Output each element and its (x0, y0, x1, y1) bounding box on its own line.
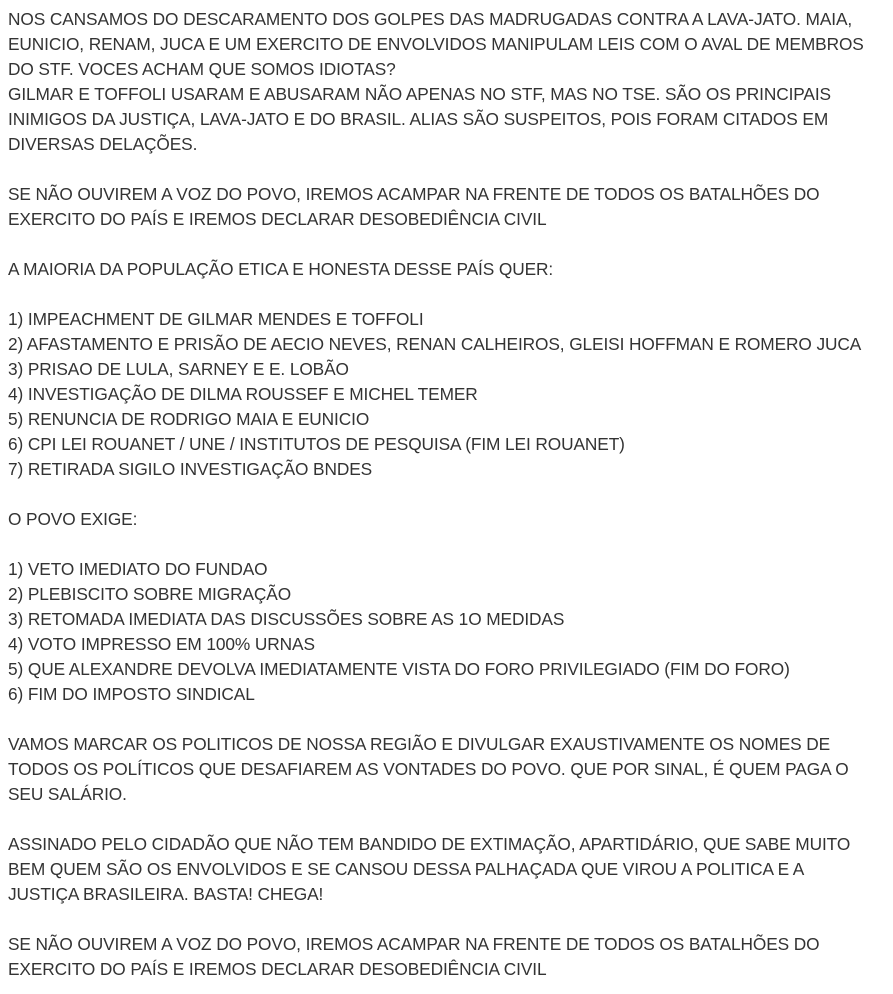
paragraph-warning (8, 182, 885, 232)
list-item: 2) AFASTAMENTO E PRISÃO DE AECIO NEVES, RENAN CALHEIROS, GLEISI HOFFMAN E ROMERO JUCA (8, 334, 862, 354)
text-line: TODOS OS POLÍTICOS QUE DESAFIAREM AS VONTADES DO POVO. QUE POR SINAL, É QUEM PAGA O (8, 759, 849, 779)
majority-heading: A MAIORIA DA POPULAÇÃO ETICA E HONESTA DESSE PAÍS QUER: (8, 259, 554, 279)
text-line: JUSTIÇA BRASILEIRA. BASTA! CHEGA! (8, 884, 324, 904)
text-line: INIMIGOS DA JUSTIÇA, LAVA-JATO E DO BRASIL. ALIAS SÃO SUSPEITOS, POIS FORAM CITADOS EM (8, 109, 829, 129)
list-item: 4) VOTO IMPRESSO EM 100% URNAS (8, 634, 315, 654)
text-line: SEU SALÁRIO. (8, 784, 127, 804)
list-item: 5) QUE ALEXANDRE DEVOLVA IMEDIATAMENTE VISTA DO FORO PRIVILEGIADO (FIM DO FORO) (8, 659, 790, 679)
text-line: ASSINADO PELO CIDADÃO QUE NÃO TEM BANDIDO DE EXTIMAÇÃO, APARTIDÁRIO, QUE SABE MUITO (8, 834, 851, 854)
text-line: DIVERSAS DELAÇÕES. (8, 134, 198, 154)
paragraph-spacer (8, 707, 885, 732)
list-item: 4) INVESTIGAÇÃO DE DILMA ROUSSEF E MICHEL TEMER (8, 384, 478, 404)
text-line: GILMAR E TOFFOLI USARAM E ABUSARAM NÃO APENAS NO STF, MAS NO TSE. SÃO OS PRINCIPAIS (8, 84, 831, 104)
text-line: SE NÃO OUVIREM A VOZ DO POVO, IREMOS ACAMPAR NA FRENTE DE TODOS OS BATALHÕES DO (8, 934, 820, 954)
text-line: EUNICIO, RENAM, JUCA E UM EXERCITO DE ENVOLVIDOS MANIPULAM LEIS COM O AVAL DE MEMBROS (8, 34, 864, 54)
paragraph-intro (8, 7, 885, 157)
list-item: 6) FIM DO IMPOSTO SINDICAL (8, 684, 255, 704)
demands-heading: O POVO EXIGE: (8, 509, 138, 529)
paragraph-spacer (8, 907, 885, 932)
text-line: SE NÃO OUVIREM A VOZ DO POVO, IREMOS ACAMPAR NA FRENTE DE TODOS OS BATALHÕES DO (8, 184, 820, 204)
list-item: 1) VETO IMEDIATO DO FUNDAO (8, 559, 268, 579)
paragraph-spacer (8, 157, 885, 182)
paragraph-mark-politicians (8, 732, 885, 807)
list-item: 3) RETOMADA IMEDIATA DAS DISCUSSÕES SOBRE AS 1O MEDIDAS (8, 609, 565, 629)
paragraph-spacer (8, 482, 885, 507)
paragraph-spacer (8, 807, 885, 832)
list-item: 2) PLEBISCITO SOBRE MIGRAÇÃO (8, 584, 292, 604)
list-item: 6) CPI LEI ROUANET / UNE / INSTITUTOS DE PESQUISA (FIM LEI ROUANET) (8, 434, 625, 454)
text-line: EXERCITO DO PAÍS E IREMOS DECLARAR DESOBEDIÊNCIA CIVIL (8, 209, 547, 229)
text-line: DO STF. VOCES ACHAM QUE SOMOS IDIOTAS? (8, 59, 396, 79)
list-item: 5) RENUNCIA DE RODRIGO MAIA E EUNICIO (8, 409, 370, 429)
list-item: 7) RETIRADA SIGILO INVESTIGAÇÃO BNDES (8, 459, 373, 479)
text-line: NOS CANSAMOS DO DESCARAMENTO DOS GOLPES DAS MADRUGADAS CONTRA A LAVA-JATO. MAIA, (8, 9, 853, 29)
list-item: 1) IMPEACHMENT DE GILMAR MENDES E TOFFOLI (8, 309, 424, 329)
demands-list (8, 557, 885, 707)
majority-list (8, 307, 885, 482)
paragraph-signature (8, 832, 885, 907)
list-item: 3) PRISAO DE LULA, SARNEY E E. LOBÃO (8, 359, 349, 379)
paragraph-spacer (8, 532, 885, 557)
text-line: VAMOS MARCAR OS POLITICOS DE NOSSA REGIÃO E DIVULGAR EXAUSTIVAMENTE OS NOMES DE (8, 734, 831, 754)
paragraph-spacer (8, 232, 885, 257)
paragraph-spacer (8, 282, 885, 307)
text-line: BEM QUEM SÃO OS ENVOLVIDOS E SE CANSOU DESSA PALHAÇADA QUE VIROU A POLITICA E A (8, 859, 805, 879)
text-line: EXERCITO DO PAÍS E IREMOS DECLARAR DESOBEDIÊNCIA CIVIL (8, 959, 547, 979)
paragraph-warning-repeat (8, 932, 885, 982)
